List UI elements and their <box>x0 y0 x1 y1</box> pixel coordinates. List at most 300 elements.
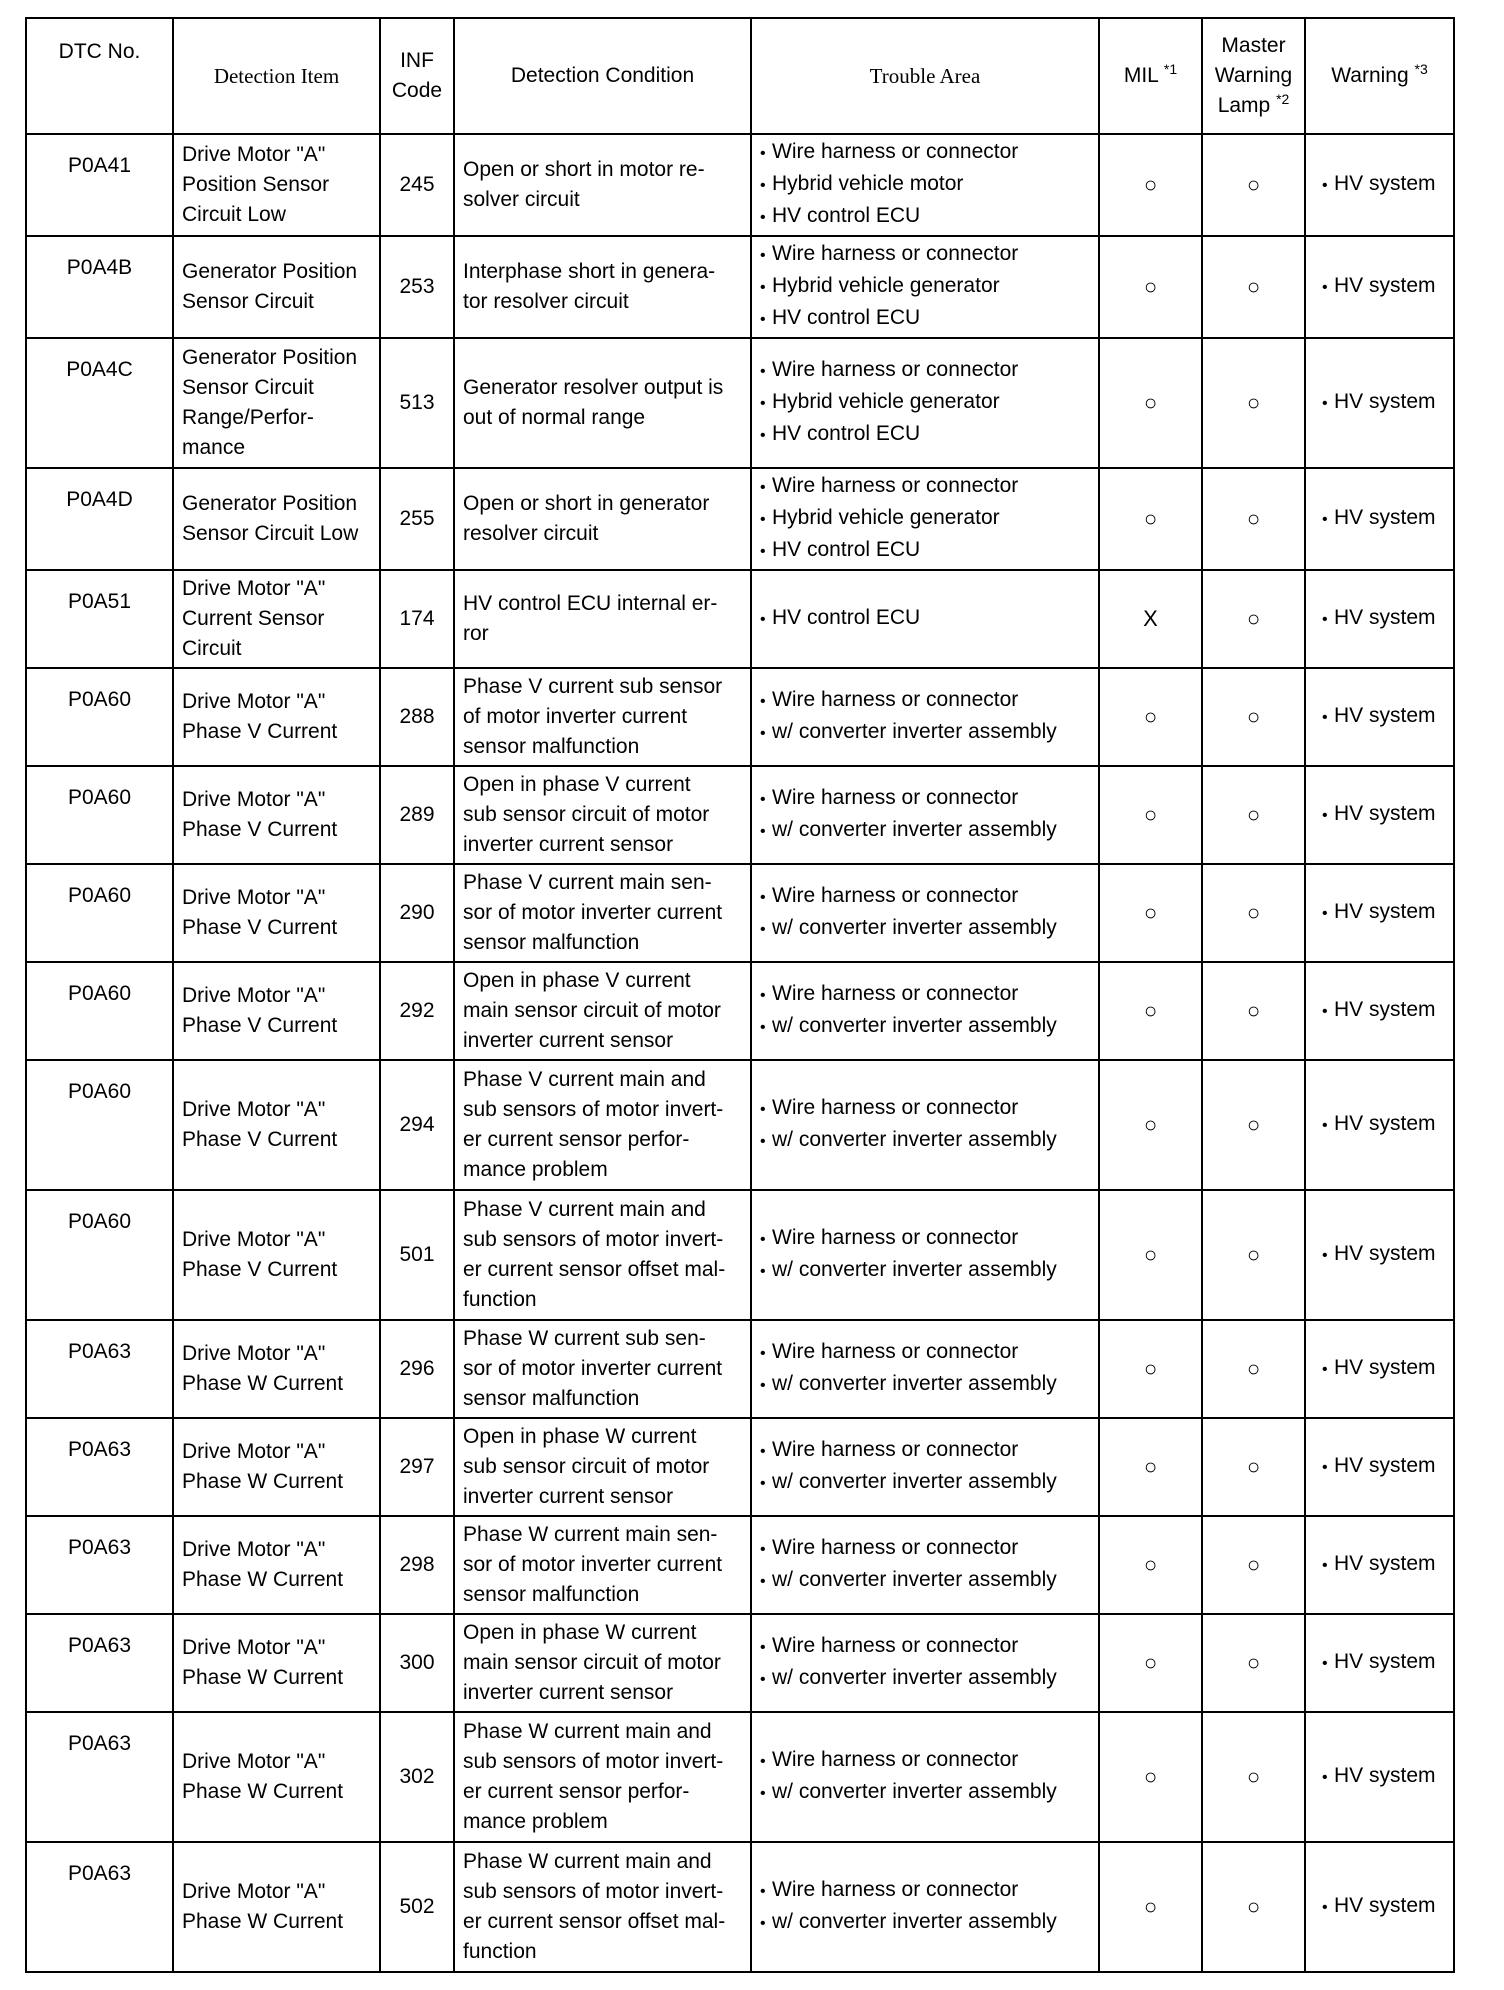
bullet-icon: • <box>760 823 766 840</box>
warning-text: HV system <box>1334 1356 1436 1379</box>
dtc-number: P0A4B <box>26 236 173 338</box>
detection-condition <box>454 766 751 864</box>
trouble-area-text: HV control ECU <box>772 306 921 329</box>
warning-cell <box>1305 668 1454 766</box>
table-row <box>26 864 1454 962</box>
trouble-area-item <box>760 201 1090 233</box>
master-warning-indicator: ○ <box>1202 570 1305 668</box>
trouble-area-text: w/ converter inverter assembly <box>772 1780 1057 1803</box>
trouble-area <box>751 1418 1099 1516</box>
master-warning-indicator: ○ <box>1202 1712 1305 1842</box>
detection-condition-line: main sensor circuit of motor <box>463 1651 721 1674</box>
inf-code: 501 <box>380 1190 454 1320</box>
trouble-area-item <box>760 303 1090 335</box>
trouble-area-item <box>760 1337 1090 1369</box>
detection-condition-line: Phase V current main sen- <box>463 871 712 894</box>
trouble-area <box>751 766 1099 864</box>
master-warning-indicator: ○ <box>1202 1190 1305 1320</box>
bullet-icon: • <box>1322 177 1328 194</box>
detection-item <box>173 668 380 766</box>
bullet-icon: • <box>760 1573 766 1590</box>
detection-item-line: Drive Motor "A" <box>182 1098 326 1121</box>
inf-code: 174 <box>380 570 454 668</box>
warning-cell <box>1305 468 1454 570</box>
header-inf-line-1: INF <box>400 49 434 72</box>
trouble-area-item <box>760 471 1090 503</box>
warning-text: HV system <box>1334 900 1436 923</box>
inf-code: 255 <box>380 468 454 570</box>
table-row <box>26 1712 1454 1842</box>
detection-item-line: Phase V Current <box>182 818 338 841</box>
detection-condition-line: Phase V current main and <box>463 1198 706 1221</box>
trouble-area-text: Wire harness or connector <box>772 1340 1019 1363</box>
detection-condition <box>454 1614 751 1712</box>
trouble-area-item <box>760 1777 1090 1809</box>
detection-condition <box>454 338 751 468</box>
dtc-number: P0A63 <box>26 1418 173 1516</box>
inf-code: 298 <box>380 1516 454 1614</box>
dtc-number: P0A63 <box>26 1712 173 1842</box>
detection-condition <box>454 1842 751 1972</box>
warning-cell <box>1305 338 1454 468</box>
bullet-icon: • <box>760 279 766 296</box>
detection-item-line: Phase W Current <box>182 1666 344 1689</box>
trouble-area <box>751 236 1099 338</box>
warning-text: HV system <box>1334 998 1436 1021</box>
detection-item-line: Drive Motor "A" <box>182 1228 326 1251</box>
detection-condition-line: sensor malfunction <box>463 735 640 758</box>
detection-condition-line: er current sensor offset mal- <box>463 1910 726 1933</box>
inf-code: 288 <box>380 668 454 766</box>
warning-cell <box>1305 1842 1454 1972</box>
detection-item-line: Phase V Current <box>182 720 338 743</box>
trouble-area <box>751 134 1099 236</box>
trouble-area-text: Hybrid vehicle generator <box>772 506 1000 529</box>
detection-item-line: Phase W Current <box>182 1568 344 1591</box>
trouble-area-text: Wire harness or connector <box>772 1226 1019 1249</box>
detection-condition <box>454 236 751 338</box>
table-row <box>26 1320 1454 1418</box>
detection-item-line: Phase V Current <box>182 1258 338 1281</box>
bullet-icon: • <box>1322 395 1328 412</box>
warning-cell <box>1305 962 1454 1060</box>
detection-item-line: Sensor Circuit <box>182 376 314 399</box>
detection-item-line: Generator Position <box>182 260 358 283</box>
detection-item <box>173 1712 380 1842</box>
detection-condition <box>454 864 751 962</box>
bullet-icon: • <box>760 725 766 742</box>
trouble-area-text: Wire harness or connector <box>772 242 1019 265</box>
bullet-icon: • <box>760 247 766 264</box>
trouble-area-item <box>760 1093 1090 1125</box>
trouble-area-text: Wire harness or connector <box>772 1748 1019 1771</box>
trouble-area <box>751 1190 1099 1320</box>
detection-item-line: Drive Motor "A" <box>182 1880 326 1903</box>
master-warning-indicator: ○ <box>1202 766 1305 864</box>
detection-item-line: Current Sensor <box>182 607 325 630</box>
mil-indicator: ○ <box>1099 1516 1202 1614</box>
detection-item-line: Generator Position <box>182 346 358 369</box>
bullet-icon: • <box>1322 905 1328 922</box>
trouble-area-item <box>760 1875 1090 1907</box>
bullet-icon: • <box>1322 1899 1328 1916</box>
detection-condition-line: Phase W current main and <box>463 1850 712 1873</box>
header-warning-note: *3 <box>1414 61 1428 77</box>
bullet-icon: • <box>760 1019 766 1036</box>
detection-item-line: Sensor Circuit Low <box>182 522 359 545</box>
warning-cell <box>1305 1190 1454 1320</box>
detection-condition-line: function <box>463 1940 537 1963</box>
dtc-number: P0A60 <box>26 668 173 766</box>
bullet-icon: • <box>1322 1003 1328 1020</box>
bullet-icon: • <box>1322 807 1328 824</box>
header-master-line-3: Lamp <box>1217 94 1271 117</box>
mil-indicator: ○ <box>1099 668 1202 766</box>
bullet-icon: • <box>760 611 766 628</box>
trouble-area-item <box>760 1223 1090 1255</box>
trouble-area <box>751 1320 1099 1418</box>
trouble-area-item <box>760 271 1090 303</box>
bullet-icon: • <box>760 1785 766 1802</box>
table-row <box>26 1190 1454 1320</box>
detection-condition-line: out of normal range <box>463 406 646 429</box>
trouble-area-item <box>760 881 1090 913</box>
bullet-icon: • <box>760 1133 766 1150</box>
detection-item-line: Drive Motor "A" <box>182 577 326 600</box>
dtc-number: P0A60 <box>26 1190 173 1320</box>
bullet-icon: • <box>760 1915 766 1932</box>
master-warning-indicator: ○ <box>1202 236 1305 338</box>
mil-indicator: ○ <box>1099 1418 1202 1516</box>
warning-text: HV system <box>1334 606 1436 629</box>
inf-code: 502 <box>380 1842 454 1972</box>
dtc-number: P0A4D <box>26 468 173 570</box>
detection-condition-line: inverter current sensor <box>463 1681 674 1704</box>
trouble-area-text: Wire harness or connector <box>772 1634 1019 1657</box>
trouble-area-text: Hybrid vehicle generator <box>772 274 1000 297</box>
trouble-area-item <box>760 137 1090 169</box>
trouble-area-item <box>760 1907 1090 1939</box>
dtc-number: P0A60 <box>26 1060 173 1190</box>
bullet-icon: • <box>760 209 766 226</box>
bullet-icon: • <box>760 1541 766 1558</box>
detection-item-line: Drive Motor "A" <box>182 690 326 713</box>
trouble-area-item <box>760 419 1090 451</box>
master-warning-indicator: ○ <box>1202 134 1305 236</box>
master-warning-indicator: ○ <box>1202 468 1305 570</box>
detection-condition-line: sensor malfunction <box>463 931 640 954</box>
mil-indicator: ○ <box>1099 1060 1202 1190</box>
table-row <box>26 134 1454 236</box>
warning-cell <box>1305 1614 1454 1712</box>
detection-item-line: Phase V Current <box>182 916 338 939</box>
trouble-area-text: w/ converter inverter assembly <box>772 818 1057 841</box>
dtc-number: P0A41 <box>26 134 173 236</box>
detection-condition-line: Generator resolver output is <box>463 376 724 399</box>
detection-condition-line: Phase W current main sen- <box>463 1523 718 1546</box>
detection-condition <box>454 1320 751 1418</box>
detection-item <box>173 338 380 468</box>
inf-code: 513 <box>380 338 454 468</box>
table-row <box>26 668 1454 766</box>
detection-condition-line: Open in phase W current <box>463 1425 697 1448</box>
warning-text: HV system <box>1334 172 1436 195</box>
detection-item-line: Drive Motor "A" <box>182 1440 326 1463</box>
bullet-icon: • <box>760 311 766 328</box>
detection-condition-line: of motor inverter current <box>463 705 688 728</box>
trouble-area-text: Wire harness or connector <box>772 786 1019 809</box>
warning-text: HV system <box>1334 390 1436 413</box>
mil-indicator: ○ <box>1099 864 1202 962</box>
header-row <box>26 18 1454 134</box>
trouble-area <box>751 570 1099 668</box>
header-detection-condition: Detection Condition <box>454 18 751 134</box>
header-master-note: *2 <box>1276 91 1290 107</box>
detection-condition-line: mance problem <box>463 1810 608 1833</box>
trouble-area-text: HV control ECU <box>772 204 921 227</box>
mil-indicator: ○ <box>1099 338 1202 468</box>
bullet-icon: • <box>760 1231 766 1248</box>
bullet-icon: • <box>760 921 766 938</box>
master-warning-indicator: ○ <box>1202 1060 1305 1190</box>
trouble-area-text: Wire harness or connector <box>772 358 1019 381</box>
trouble-area-text: w/ converter inverter assembly <box>772 1372 1057 1395</box>
master-warning-indicator: ○ <box>1202 1516 1305 1614</box>
detection-condition-line: sor of motor inverter current <box>463 901 723 924</box>
detection-item-line: Drive Motor "A" <box>182 984 326 1007</box>
detection-item-line: Phase V Current <box>182 1014 338 1037</box>
bullet-icon: • <box>760 395 766 412</box>
trouble-area <box>751 1712 1099 1842</box>
detection-item <box>173 134 380 236</box>
trouble-area-item <box>760 783 1090 815</box>
bullet-icon: • <box>1322 1361 1328 1378</box>
detection-condition-line: Open or short in generator <box>463 492 710 515</box>
bullet-icon: • <box>760 1475 766 1492</box>
trouble-area-text: Wire harness or connector <box>772 982 1019 1005</box>
trouble-area-item <box>760 1435 1090 1467</box>
detection-condition <box>454 1060 751 1190</box>
trouble-area-item <box>760 1011 1090 1043</box>
master-warning-indicator: ○ <box>1202 1320 1305 1418</box>
dtc-number: P0A4C <box>26 338 173 468</box>
detection-condition-line: tor resolver circuit <box>463 290 629 313</box>
trouble-area-item <box>760 1125 1090 1157</box>
detection-item-line: Position Sensor <box>182 173 330 196</box>
trouble-area-item <box>760 913 1090 945</box>
mil-indicator: ○ <box>1099 134 1202 236</box>
bullet-icon: • <box>760 1263 766 1280</box>
detection-condition <box>454 468 751 570</box>
detection-item-line: Drive Motor "A" <box>182 1636 326 1659</box>
bullet-icon: • <box>760 1345 766 1362</box>
table-row <box>26 236 1454 338</box>
mil-indicator: ○ <box>1099 1712 1202 1842</box>
detection-condition-line: function <box>463 1288 537 1311</box>
mil-indicator: ○ <box>1099 236 1202 338</box>
bullet-icon: • <box>1322 1769 1328 1786</box>
master-warning-indicator: ○ <box>1202 1842 1305 1972</box>
inf-code: 245 <box>380 134 454 236</box>
table-row <box>26 962 1454 1060</box>
inf-code: 300 <box>380 1614 454 1712</box>
trouble-area <box>751 962 1099 1060</box>
warning-cell <box>1305 1516 1454 1614</box>
bullet-icon: • <box>760 1101 766 1118</box>
detection-condition-line: HV control ECU internal er- <box>463 592 718 615</box>
detection-item-line: Range/Perfor- <box>182 406 314 429</box>
warning-cell <box>1305 1712 1454 1842</box>
detection-item <box>173 962 380 1060</box>
detection-item-line: Phase V Current <box>182 1128 338 1151</box>
detection-condition-line: Phase V current sub sensor <box>463 675 723 698</box>
warning-cell <box>1305 236 1454 338</box>
detection-condition-line: sub sensor circuit of motor <box>463 803 710 826</box>
table-row <box>26 766 1454 864</box>
detection-item-line: Phase W Current <box>182 1780 344 1803</box>
trouble-area-item <box>760 387 1090 419</box>
trouble-area-text: w/ converter inverter assembly <box>772 916 1057 939</box>
bullet-icon: • <box>760 693 766 710</box>
mil-indicator: ○ <box>1099 468 1202 570</box>
detection-item <box>173 864 380 962</box>
bullet-icon: • <box>760 889 766 906</box>
trouble-area-text: Wire harness or connector <box>772 1878 1019 1901</box>
detection-item-line: Phase W Current <box>182 1372 344 1395</box>
master-warning-indicator: ○ <box>1202 1418 1305 1516</box>
detection-condition <box>454 1190 751 1320</box>
detection-condition-line: er current sensor perfor- <box>463 1128 690 1151</box>
detection-condition-line: ror <box>463 622 489 645</box>
trouble-area-item <box>760 1663 1090 1695</box>
detection-item-line: Phase W Current <box>182 1470 344 1493</box>
header-warning: Warning $^{*3}$ <box>1305 18 1454 134</box>
detection-item-line: Generator Position <box>182 492 358 515</box>
bullet-icon: • <box>1322 1459 1328 1476</box>
mil-indicator: ○ <box>1099 962 1202 1060</box>
trouble-area-item <box>760 1369 1090 1401</box>
trouble-area-item <box>760 1533 1090 1565</box>
trouble-area-item <box>760 1745 1090 1777</box>
bullet-icon: • <box>1322 1117 1328 1134</box>
warning-text: HV system <box>1334 506 1436 529</box>
detection-item <box>173 1516 380 1614</box>
table-row <box>26 338 1454 468</box>
warning-text: HV system <box>1334 1894 1436 1917</box>
trouble-area-item <box>760 535 1090 567</box>
mil-indicator: X <box>1099 570 1202 668</box>
bullet-icon: • <box>760 1883 766 1900</box>
trouble-area <box>751 1614 1099 1712</box>
detection-condition-line: inverter current sensor <box>463 1485 674 1508</box>
detection-condition-line: inverter current sensor <box>463 1029 674 1052</box>
header-detection-item: Detection Item <box>173 18 380 134</box>
detection-item-line: Circuit <box>182 637 242 660</box>
mil-indicator: ○ <box>1099 766 1202 864</box>
trouble-area <box>751 1060 1099 1190</box>
dtc-number: P0A60 <box>26 962 173 1060</box>
detection-condition <box>454 1516 751 1614</box>
trouble-area <box>751 338 1099 468</box>
detection-condition-line: solver circuit <box>463 188 580 211</box>
detection-condition-line: sensor malfunction <box>463 1387 640 1410</box>
detection-item <box>173 236 380 338</box>
detection-condition-line: Phase W current main and <box>463 1720 712 1743</box>
inf-code: 292 <box>380 962 454 1060</box>
bullet-icon: • <box>1322 279 1328 296</box>
bullet-icon: • <box>760 427 766 444</box>
detection-item-line: Sensor Circuit <box>182 290 314 313</box>
detection-condition-line: er current sensor offset mal- <box>463 1258 726 1281</box>
trouble-area-item <box>760 979 1090 1011</box>
trouble-area-text: w/ converter inverter assembly <box>772 1666 1057 1689</box>
detection-item <box>173 570 380 668</box>
trouble-area-item <box>760 1565 1090 1597</box>
warning-cell <box>1305 1418 1454 1516</box>
table-row <box>26 1418 1454 1516</box>
dtc-number: P0A63 <box>26 1320 173 1418</box>
detection-condition-line: Phase V current main and <box>463 1068 706 1091</box>
bullet-icon: • <box>760 1639 766 1656</box>
trouble-area-item <box>760 1631 1090 1663</box>
detection-condition <box>454 570 751 668</box>
trouble-area-item <box>760 239 1090 271</box>
bullet-icon: • <box>1322 611 1328 628</box>
warning-text: HV system <box>1334 274 1436 297</box>
header-mil: MIL $^{*1}$ <box>1099 18 1202 134</box>
detection-condition-line: mance problem <box>463 1158 608 1181</box>
detection-condition-line: sor of motor inverter current <box>463 1357 723 1380</box>
dtc-number: P0A60 <box>26 864 173 962</box>
bullet-icon: • <box>760 791 766 808</box>
trouble-area-text: w/ converter inverter assembly <box>772 1128 1057 1151</box>
detection-item <box>173 1614 380 1712</box>
trouble-area-item <box>760 1467 1090 1499</box>
warning-text: HV system <box>1334 1112 1436 1135</box>
header-mil-note: *1 <box>1163 61 1178 77</box>
warning-text: HV system <box>1334 802 1436 825</box>
detection-condition-line: Phase W current sub sen- <box>463 1327 706 1350</box>
table-row <box>26 1516 1454 1614</box>
table-row <box>26 1842 1454 1972</box>
warning-cell <box>1305 1060 1454 1190</box>
bullet-icon: • <box>760 1377 766 1394</box>
detection-condition <box>454 1418 751 1516</box>
trouble-area-text: Wire harness or connector <box>772 884 1019 907</box>
header-master-line-2: Warning <box>1214 64 1293 87</box>
warning-text: HV system <box>1334 1242 1436 1265</box>
trouble-area-text: Wire harness or connector <box>772 1438 1019 1461</box>
mil-indicator: ○ <box>1099 1190 1202 1320</box>
trouble-area <box>751 668 1099 766</box>
detection-item <box>173 468 380 570</box>
header-master-warning-lamp <box>1202 18 1305 134</box>
bullet-icon: • <box>760 363 766 380</box>
detection-item-line: Drive Motor "A" <box>182 886 326 909</box>
bullet-icon: • <box>1322 1247 1328 1264</box>
detection-condition-line: sub sensors of motor invert- <box>463 1750 724 1773</box>
detection-condition-line: Open or short in motor re- <box>463 158 705 181</box>
bullet-icon: • <box>760 511 766 528</box>
trouble-area-text: HV control ECU <box>772 606 921 629</box>
header-dtc: DTC No. <box>26 18 173 134</box>
trouble-area-text: Wire harness or connector <box>772 1536 1019 1559</box>
detection-condition <box>454 962 751 1060</box>
inf-code: 289 <box>380 766 454 864</box>
trouble-area-item <box>760 1255 1090 1287</box>
detection-condition-line: resolver circuit <box>463 522 599 545</box>
warning-cell <box>1305 570 1454 668</box>
